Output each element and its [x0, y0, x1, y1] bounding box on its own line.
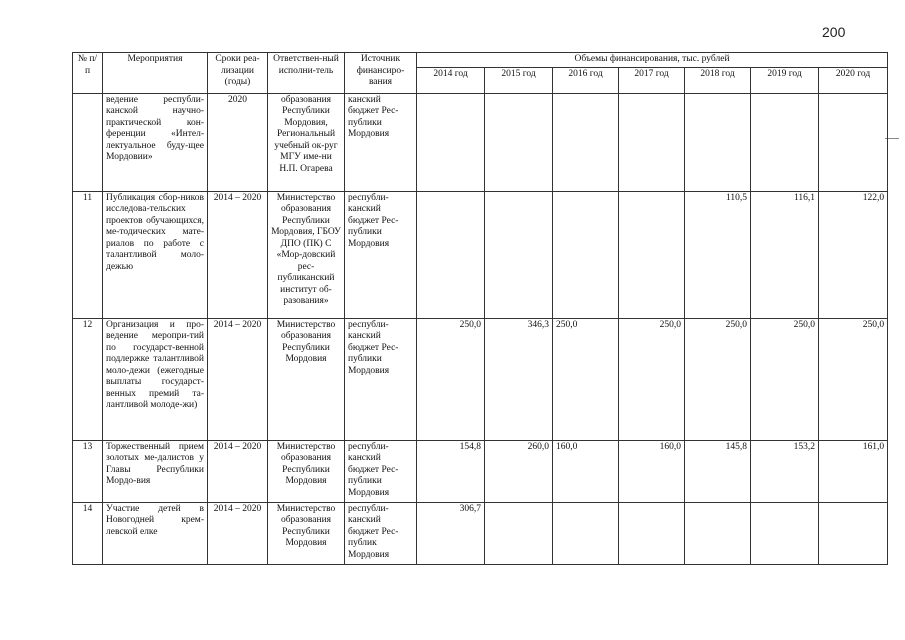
table-row	[73, 440, 888, 502]
row-term: 2020	[208, 93, 268, 191]
row-value	[819, 93, 888, 191]
row-value: 145,8	[685, 440, 751, 502]
row-value: 116,1	[751, 191, 819, 318]
row-source: канский бюджет Рес-публики Мордовия	[345, 93, 417, 191]
header-events: Мероприятия	[103, 53, 208, 94]
row-num: 14	[73, 502, 103, 564]
row-value	[485, 93, 553, 191]
table-row	[73, 93, 888, 191]
page-number: 200	[822, 24, 846, 40]
row-value	[485, 191, 553, 318]
header-year: 2017 год	[619, 67, 685, 93]
row-value: 250,0	[553, 318, 619, 440]
header-responsible: Ответствен-ный исполни-тель	[268, 53, 345, 94]
row-value: 260,0	[485, 440, 553, 502]
header-num: № п/п	[73, 53, 103, 94]
header-year: 2018 год	[685, 67, 751, 93]
row-value	[685, 93, 751, 191]
funding-table	[72, 52, 888, 565]
row-term: 2014 – 2020	[208, 502, 268, 564]
row-source: республи-канский бюджет Рес-публики Мордовия	[345, 191, 417, 318]
row-responsible: образования Республики Мордовия, Региональный учебный ок-руг МГУ име-ни Н.П. Огарева	[268, 93, 345, 191]
table-row	[73, 318, 888, 440]
row-source: республи-канский бюджет Рес-публики Мордовия	[345, 440, 417, 502]
header-year: 2016 год	[553, 67, 619, 93]
row-responsible: Министерство образования Республики Мордовия	[268, 502, 345, 564]
row-responsible: Министерство образования Республики Мордовия	[268, 318, 345, 440]
row-event: Участие детей в Новогодней крем-левской елке	[103, 502, 208, 564]
row-value: 154,8	[417, 440, 485, 502]
row-value	[751, 502, 819, 564]
row-event: Организация и про-ведение меропри-тий по государст-венной подлержке талантливой моло-дежи (ежегодные выплаты государст-венных премий та-лантливой молоде-жи)	[103, 318, 208, 440]
row-value: 250,0	[619, 318, 685, 440]
row-responsible: Министерство образования Республики Мордовия, ГБОУ ДПО (ПК) С «Мор-довский рес-публиканский институт об-разования»	[268, 191, 345, 318]
row-event: ведение республи-канской научно-практической кон-ференции «Интел-лектуальное буду-щее Мордовии»	[103, 93, 208, 191]
row-num	[73, 93, 103, 191]
row-value	[685, 502, 751, 564]
row-source: республи-канский бюджет Рес-публики Мордовия	[345, 318, 417, 440]
row-term: 2014 – 2020	[208, 318, 268, 440]
row-term: 2014 – 2020	[208, 191, 268, 318]
row-value	[819, 502, 888, 564]
table-row	[73, 191, 888, 318]
row-value: 306,7	[417, 502, 485, 564]
header-funding-group: Объемы финансирования, тыс. рублей	[417, 53, 888, 68]
row-value	[485, 502, 553, 564]
row-responsible: Министерство образования Республики Мордовия	[268, 440, 345, 502]
row-value: 110,5	[685, 191, 751, 318]
row-value: 161,0	[819, 440, 888, 502]
row-source: республи-канский бюджет Рес-публик Мордовия	[345, 502, 417, 564]
row-value	[751, 93, 819, 191]
row-event: Публикация сбор-ников исследова-тельских проектов обучающихся, ме-тодических мате-риалов по работе с талантливой моло-дежью	[103, 191, 208, 318]
row-value	[553, 93, 619, 191]
header-year: 2020 год	[819, 67, 888, 93]
row-value	[619, 191, 685, 318]
row-value: 250,0	[819, 318, 888, 440]
header-source: Источник финансиро-вания	[345, 53, 417, 94]
row-value	[619, 93, 685, 191]
header-year: 2019 год	[751, 67, 819, 93]
row-value	[553, 502, 619, 564]
table-row	[73, 502, 888, 564]
row-value: 160,0	[619, 440, 685, 502]
row-num: 12	[73, 318, 103, 440]
row-value	[619, 502, 685, 564]
row-event: Торжественный прием золотых ме-далистов у Главы Республики Мордо-вия	[103, 440, 208, 502]
row-value	[417, 93, 485, 191]
row-num: 11	[73, 191, 103, 318]
row-value: 153,2	[751, 440, 819, 502]
row-value: 122,0	[819, 191, 888, 318]
row-num: 13	[73, 440, 103, 502]
row-value: 250,0	[751, 318, 819, 440]
row-value	[553, 191, 619, 318]
row-value: 250,0	[685, 318, 751, 440]
row-term: 2014 – 2020	[208, 440, 268, 502]
row-value: 346,3	[485, 318, 553, 440]
row-value: 160,0	[553, 440, 619, 502]
header-year: 2015 год	[485, 67, 553, 93]
header-terms: Сроки реа-лизации (годы)	[208, 53, 268, 94]
row-value	[417, 191, 485, 318]
header-year: 2014 год	[417, 67, 485, 93]
row-value: 250,0	[417, 318, 485, 440]
